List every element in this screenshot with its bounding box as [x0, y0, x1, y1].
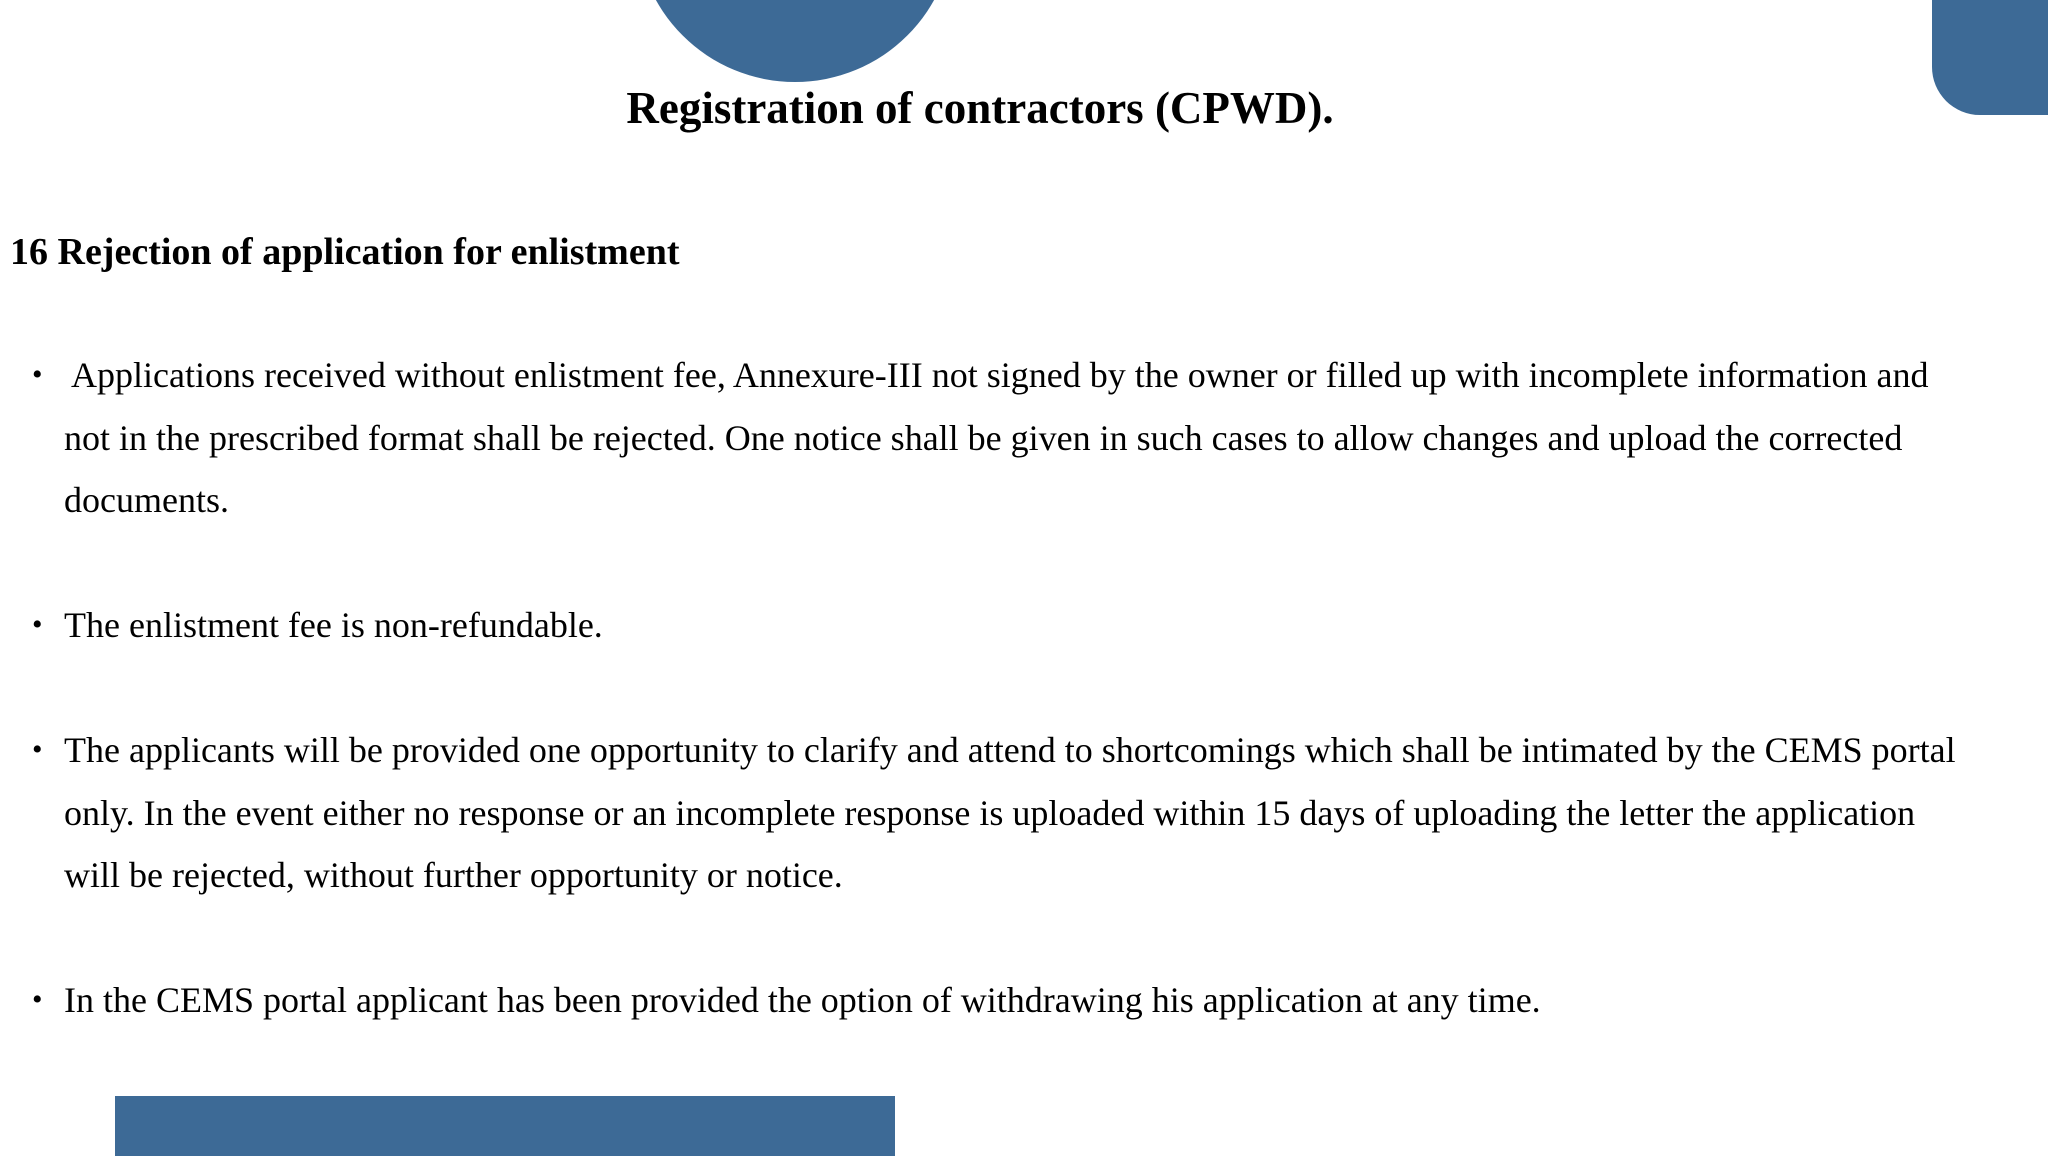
bullet-line: not in the prescribed format shall be rejected. One notice shall be given in such cases to allow changes and upload the corrected: [64, 417, 1903, 458]
bullet-text: [64, 344, 2048, 532]
bullet-text: [64, 719, 2048, 907]
bullet-item: [32, 594, 2048, 657]
bullet-glyph: •: [32, 608, 43, 641]
bullet-line: only. In the event either no response or an incomplete response is uploaded within 15 days of uploading the letter the application: [64, 792, 1916, 833]
bullet-line: documents.: [64, 480, 229, 520]
decorative-bottom-bar: [115, 1096, 895, 1156]
bullet-glyph: •: [32, 358, 43, 391]
bullet-glyph: •: [32, 983, 43, 1016]
bullet-line: The applicants will be provided one opportunity to clarify and attend to shortcomings which shall be intimated by the CEMS portal: [64, 730, 1956, 770]
section-heading: 16 Rejection of application for enlistment: [10, 231, 680, 273]
bullet-text: [64, 969, 2048, 1032]
bullet-line: The enlistment fee is non-refundable.: [64, 605, 603, 645]
bullet-item: [32, 344, 2048, 532]
decorative-circle-shape: [636, 0, 954, 82]
bullet-line: In the CEMS portal applicant has been provided the option of withdrawing his application at any time.: [64, 980, 1541, 1020]
bullet-line: will be rejected, without further opportunity or notice.: [64, 855, 843, 895]
bullet-item: [32, 719, 2048, 907]
bullet-line: Applications received without enlistment fee, Annexure-III not signed by the owner or filled up with incomplete information and: [64, 355, 1929, 395]
bullet-text: [64, 594, 2048, 657]
bullet-glyph: •: [32, 733, 43, 766]
bullet-item: [32, 969, 2048, 1032]
slide-title: Registration of contractors (CPWD).: [626, 83, 1334, 133]
